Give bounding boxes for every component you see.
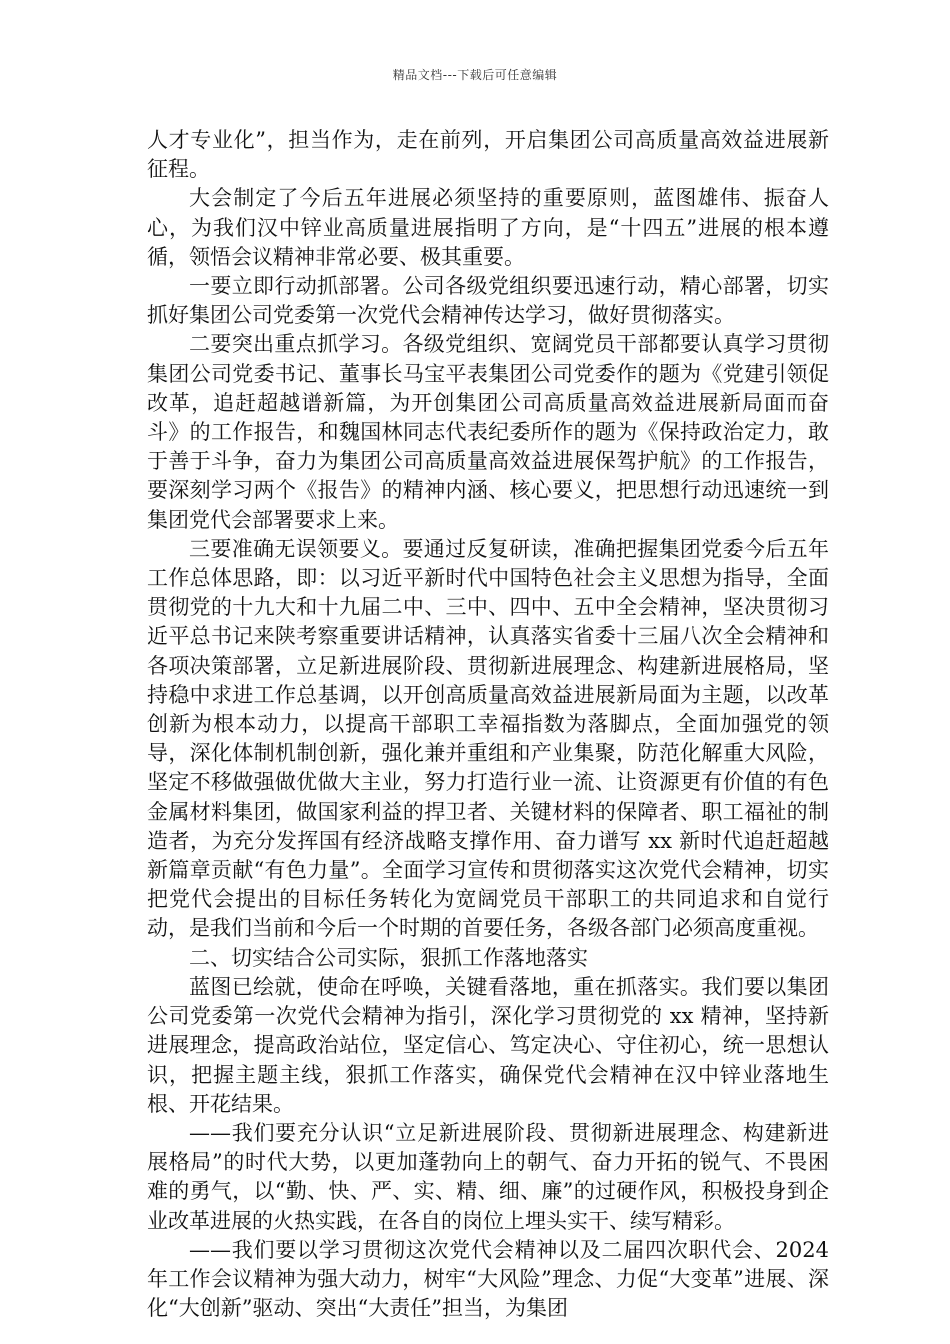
paragraph-7: 蓝图已绘就，使命在呼唤，关键看落地，重在抓落实。我们要以集团公司党委第一次党代会精神为指引，深化学习贯彻党的 xx 精神，坚持新进展理念，提高政治站位，坚定信心、笃定决心、守住初心，统一思想认识，把握主题主线，狠抓工作落实，确保党代会精神在汉中锌业落地生根、开花结果。 <box>147 974 829 1116</box>
section-heading: 二、切实结合公司实际，狠抓工作落地落实 <box>189 945 588 970</box>
paragraph-4: 二要突出重点抓学习。各级党组织、宽阔党员干部都要认真学习贯彻集团公司党委书记、董事长马宝平表集团公司党委作的题为《党建引领促改革，追赶超越谱新篇，为开创集团公司高质量高效益进展新局面而奋斗》的工作报告，和魏国林同志代表纪委所作的题为《保持政治定力，敢于善于斗争，奋力为集团公司高质量高效益进展保驾护航》的工作报告，要深刻学习两个《报告》的精神内涵、核心要义，把思想行动迅速统一到集团党代会部署要求上来。 <box>147 332 829 532</box>
paragraph-3: 一要立即行动抓部署。公司各级党组织要迅速行动，精心部署，切实抓好集团公司党委第一次党代会精神传达学习，做好贯彻落实。 <box>147 274 829 328</box>
paragraph-1: 人才专业化”，担当作为，走在前列，开启集团公司高质量高效益进展新征程。 <box>147 128 829 182</box>
paragraph-5: 三要准确无误领要义。要通过反复研读，准确把握集团党委今后五年工作总体思路，即：以习近平新时代中国特色社会主义思想为指导，全面贯彻党的十九大和十九届二中、三中、四中、五中全会精神，坚决贯彻习近平总书记来陕考察重要讲话精神，认真落实省委十三届八次全会精神和各项决策部署，立足新进展阶段、贯彻新进展理念、构建新进展格局，坚持稳中求进工作总基调，以开创高质量高效益进展新局面为主题，以改革创新为根本动力，以提高干部职工幸福指数为落脚点，全面加强党的领导，深化体制机制创新，强化兼并重组和产业集聚，防范化解重大风险，坚定不移做强做优做大主业，努力打造行业一流、让资源更有价值的有色金属材料集团，做国家利益的捍卫者、关键材料的保障者、职工福祉的制造者，为充分发挥国有经济战略支撑作用、奋力谱写 xx 新时代追赶超越新篇章贡献“有色力量”。全面学习宣传和贯彻落实这次党代会精神，切实把党代会提出的目标任务转化为宽阔党员干部职工的共同追求和自觉行动，是我们当前和今后一个时期的首要任务，各级各部门必须高度重视。 <box>147 536 829 941</box>
paragraph-8: ——我们要充分认识“立足新进展阶段、贯彻新进展理念、构建新进展格局”的时代大势，以更加蓬勃向上的朝气、奋力开拓的锐气、不畏困难的勇气，以“勤、快、严、实、精、细、廉”的过硬作风，积极投身到企业改革进展的火热实践，在各自的岗位上埋头实干、续写精彩。 <box>147 1120 829 1233</box>
document-body <box>147 126 829 1323</box>
page-header: 精品文档---下载后可任意编辑 <box>392 68 558 82</box>
paragraph-9: ——我们要以学习贯彻这次党代会精神以及二届四次职代会、2024 年工作会议精神为强大动力，树牢“大风险”理念、力促“大变革”进展、深化“大创新”驱动、突出“大责任”担当，为集团 <box>147 1237 829 1321</box>
paragraph-2: 大会制定了今后五年进展必须坚持的重要原则，蓝图雄伟、振奋人心，为我们汉中锌业高质量进展指明了方向，是“十四五”进展的根本遵循，领悟会议精神非常必要、极其重要。 <box>147 186 829 269</box>
